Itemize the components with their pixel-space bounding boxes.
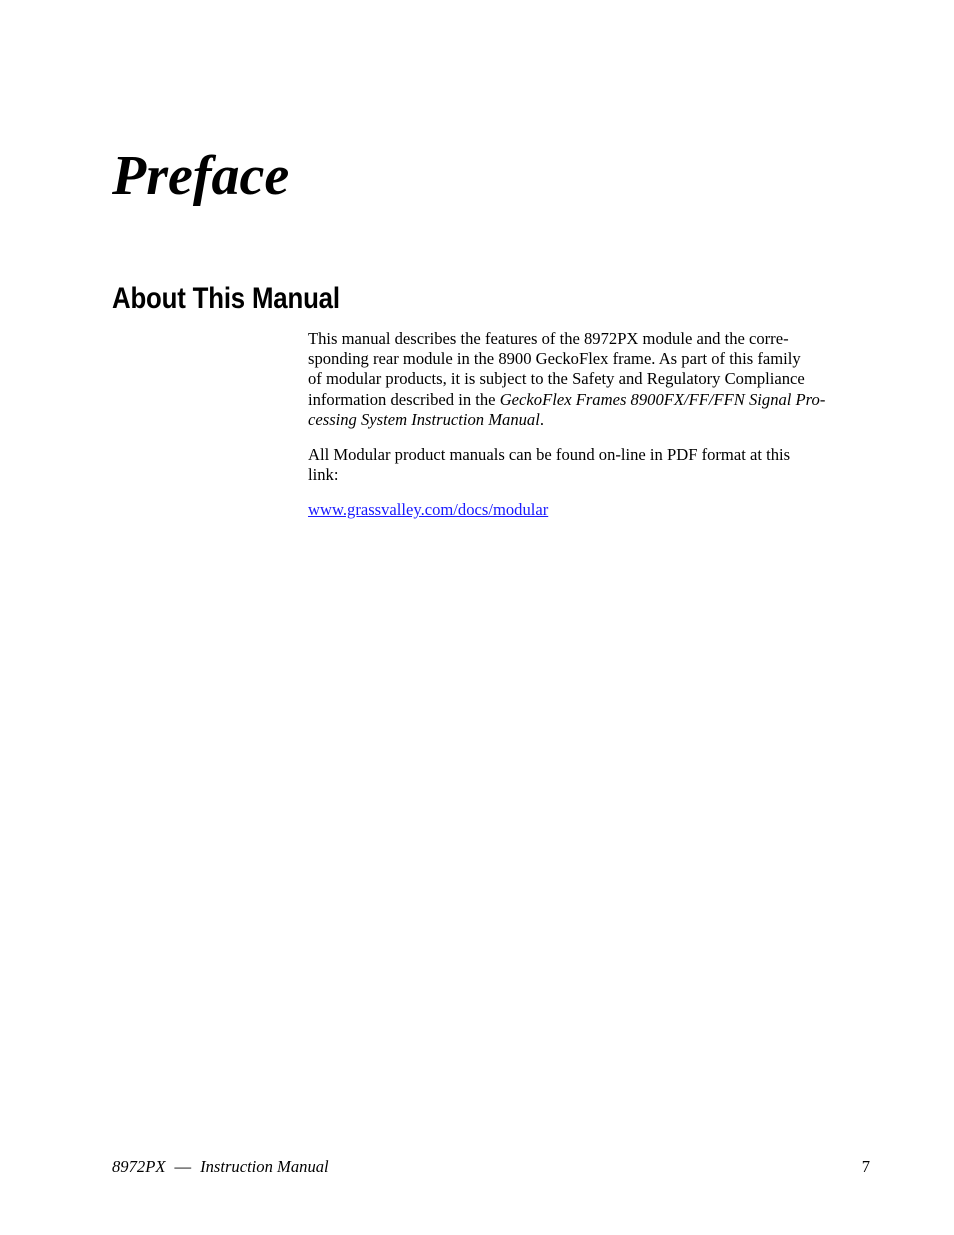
paragraph-line: This manual describes the features of the 8972PX module and the corre- xyxy=(308,329,789,348)
paragraph-text: information described in the xyxy=(308,389,500,409)
footer-doc-title: Instruction Manual xyxy=(200,1157,329,1176)
link-paragraph xyxy=(308,500,870,520)
paragraph-line: of modular products, it is subject to the Safety and Regulatory Compliance xyxy=(308,369,805,389)
manual-reference-title-cont: cessing System Instruction Manual xyxy=(308,409,540,429)
paragraph-line xyxy=(308,410,870,430)
paragraph-line xyxy=(308,390,870,410)
paragraph-line: link: xyxy=(308,465,339,485)
section-heading: About This Manual xyxy=(112,282,340,315)
intro-paragraph xyxy=(308,329,870,430)
page-number: 7 xyxy=(861,1157,870,1176)
chapter-title: Preface xyxy=(112,145,290,207)
modular-docs-link[interactable]: www.grassvalley.com/docs/modular xyxy=(308,500,549,520)
body-text xyxy=(308,329,870,536)
footer-product: 8972PX xyxy=(112,1157,166,1176)
paragraph-line: All Modular product manuals can be found on-line in PDF format at this xyxy=(308,445,791,465)
manual-reference-title: GeckoFlex Frames 8900FX/FF/FFN Signal Pro- xyxy=(499,389,826,409)
manuals-paragraph xyxy=(308,445,870,485)
footer-separator: — xyxy=(174,1157,192,1176)
footer-doc-label xyxy=(112,1157,329,1177)
paragraph-text: . xyxy=(539,409,544,429)
paragraph-line: sponding rear module in the 8900 GeckoFlex frame. As part of this family xyxy=(308,349,801,369)
